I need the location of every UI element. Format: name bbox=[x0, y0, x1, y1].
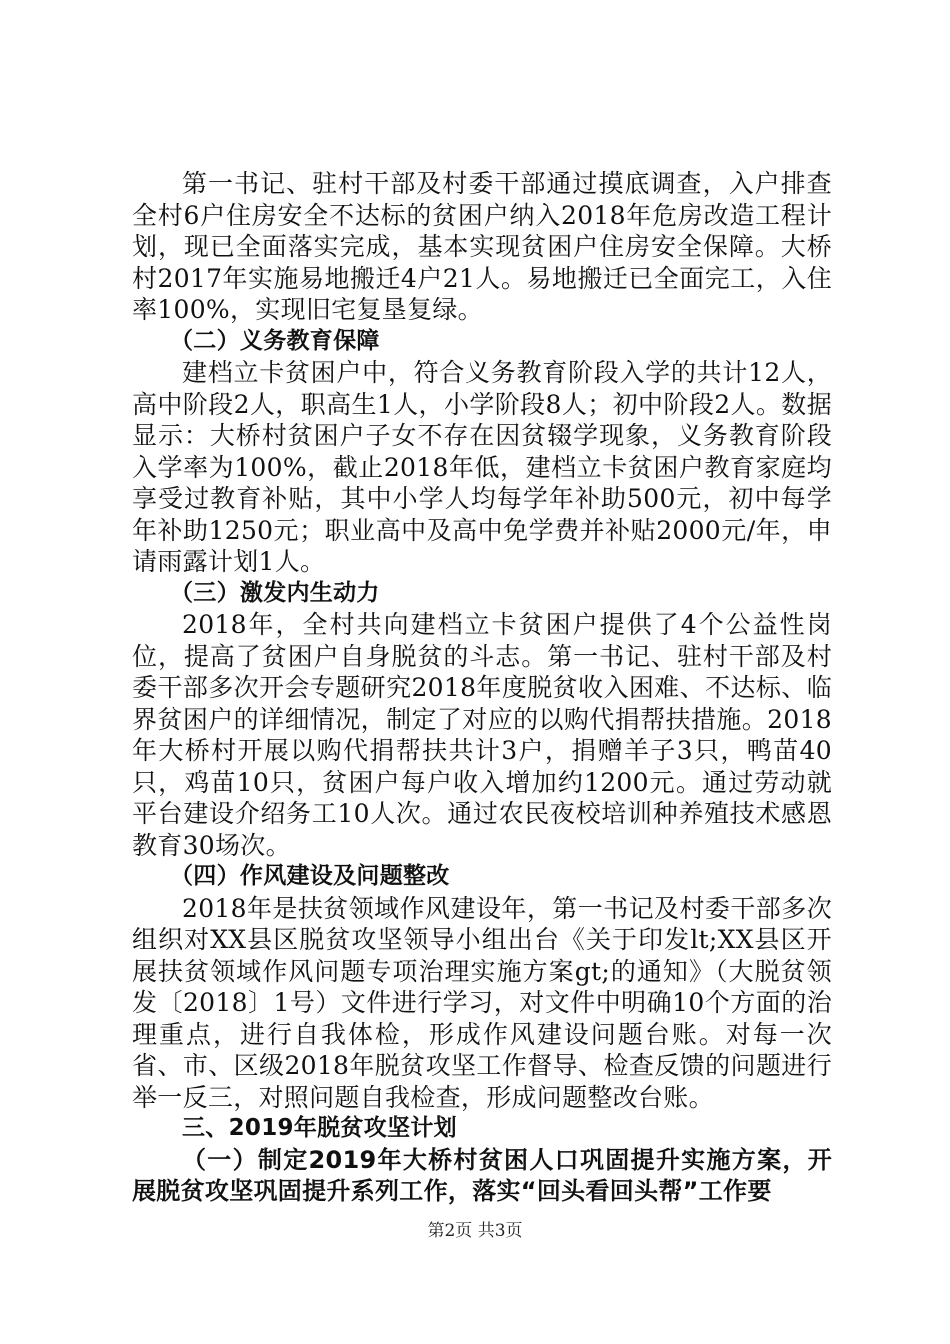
heading-2019-plan: 三、2019年脱贫攻坚计划 bbox=[182, 1115, 457, 1141]
document-body bbox=[132, 168, 832, 1208]
paragraph-motivation: 2018年，全村共向建档立卡贫困户提供了4个公益性岗位，提高了贫困户自身脱贫的斗志。第一书记、驻村干部及村委干部多次开会专题研究2018年度脱贫收入困难、不达标、临界贫困户的详细情况，制定了对应的以购代捐帮扶措施。2018年大桥村开展以购代捐帮扶共计3户，捐赠羊子3只，鸭苗40只，鸡苗10只，贫困户每户收入增加约1200元。通过劳动就平台建设介绍务工10人次。通过农民夜校培训种养殖技术感恩教育30场次。 bbox=[132, 610, 832, 860]
heading-2019-plan-item-1: （一）制定2019年大桥村贫困人口巩固提升实施方案，开展脱贫攻坚巩固提升系列工作，落实“回头看回头帮”工作要 bbox=[132, 1145, 832, 1205]
paragraph-work-style: 2018年是扶贫领域作风建设年，第一书记及村委干部多次组织对XX县区脱贫攻坚领导小组出台《关于印发lt;XX县区开展扶贫领域作风问题专项治理实施方案gt;的通知》（大脱贫领发〔2018〕1号）文件进行学习，对文件中明确10个方面的治理重点，进行自我体检，形成作风建设问题台账。对每一次省、市、区级2018年脱贫攻坚工作督导、检查反馈的问题进行举一反三，对照问题自我检查，形成问题整改台账。 bbox=[132, 893, 832, 1112]
heading-internal-motivation: （三）激发内生动力 bbox=[170, 579, 380, 606]
page-number-footer: 第2页 共3页 bbox=[427, 1221, 523, 1241]
heading-compulsory-education: （二）义务教育保障 bbox=[170, 327, 380, 354]
heading-work-style: （四）作风建设及问题整改 bbox=[170, 863, 450, 889]
paragraph-housing-safety: 第一书记、驻村干部及村委干部通过摸底调查，入户排查全村6户住房安全不达标的贫困户纳入2018年危房改造工程计划，现已全面落实完成，基本实现贫困户住房安全保障。大桥村2017年实施易地搬迁4户21人。易地搬迁已全面完工，入住率100%，实现旧宅复垦复绿。 bbox=[132, 169, 832, 324]
paragraph-education: 建档立卡贫困户中，符合义务教育阶段入学的共计12人，高中阶段2人，职高生1人，小学阶段8人；初中阶段2人。数据显示：大桥村贫困户子女不存在因贫辍学现象，义务教育阶段入学率为100%，截止2018年低，建档立卡贫困户教育家庭均享受过教育补贴，其中小学人均每学年补助500元，初中每学年补助1250元；职业高中及高中免学费并补贴2000元/年，申请雨露计划1人。 bbox=[132, 358, 832, 576]
